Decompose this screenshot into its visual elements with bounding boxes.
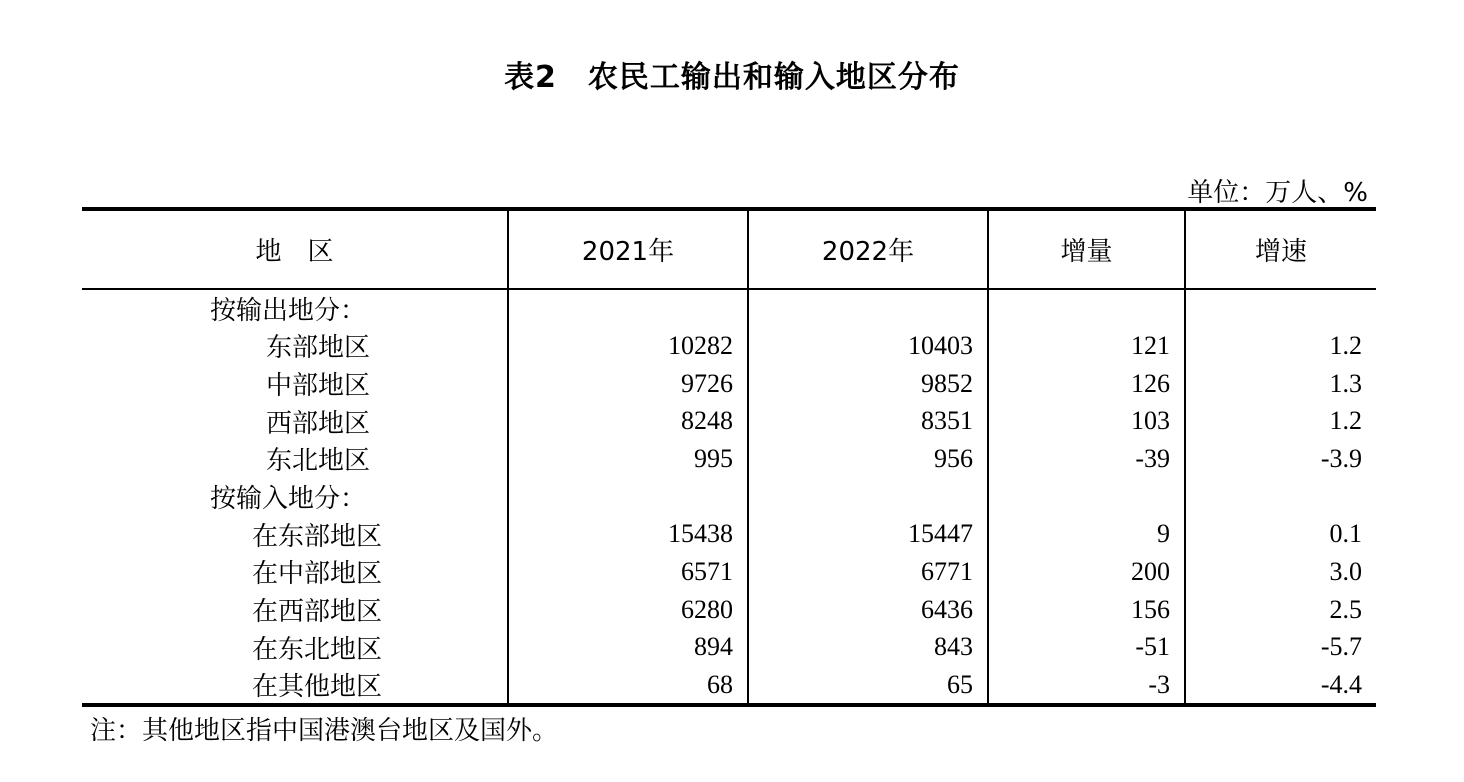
value-2022: 6771 <box>748 553 988 591</box>
value-2022: 15447 <box>748 515 988 553</box>
table-row <box>82 629 1376 667</box>
value-growth: 1.2 <box>1185 402 1376 440</box>
header-growth: 增速 <box>1185 209 1376 289</box>
value-2021: 15438 <box>508 515 748 553</box>
row-label: 按输入地分： <box>210 484 367 515</box>
value-2022: 956 <box>748 440 988 478</box>
value-increase: 103 <box>988 402 1185 440</box>
row-label: 在其他地区 <box>82 666 508 705</box>
value-growth <box>1185 289 1376 327</box>
value-growth <box>1185 478 1376 516</box>
header-row <box>82 209 1376 289</box>
value-2021: 10282 <box>508 327 748 365</box>
row-label: 在东部地区 <box>252 521 383 552</box>
table-row <box>82 553 1376 591</box>
data-table <box>82 207 1376 707</box>
value-2022: 6436 <box>748 591 988 629</box>
value-increase: 156 <box>988 591 1185 629</box>
table-header <box>82 209 1376 289</box>
value-increase: 9 <box>988 515 1185 553</box>
value-2021: 894 <box>508 629 748 667</box>
value-2022: 10403 <box>748 327 988 365</box>
row-label: 西部地区 <box>266 408 371 439</box>
value-increase: -51 <box>988 629 1185 667</box>
row-label: 东北地区 <box>266 446 371 477</box>
value-2022: 65 <box>748 666 988 705</box>
footnote: 注：其他地区指中国港澳台地区及国外。 <box>90 716 559 746</box>
value-2022: 8351 <box>748 402 988 440</box>
table-row <box>82 515 1376 553</box>
value-2021 <box>508 289 748 327</box>
value-growth: 1.2 <box>1185 327 1376 365</box>
table-row <box>82 478 1376 516</box>
row-label: 按输出地分： <box>210 296 367 326</box>
value-growth: 3.0 <box>1185 553 1376 591</box>
table-row <box>82 402 1376 440</box>
value-2022: 843 <box>748 629 988 667</box>
row-label: 在东北地区 <box>252 634 383 665</box>
row-label: 在中部地区 <box>252 559 383 590</box>
table-title: 表2 农民工输出和输入地区分布 <box>504 60 960 95</box>
value-growth: -3.9 <box>1185 440 1376 478</box>
value-growth: -4.4 <box>1185 666 1376 705</box>
table-row <box>82 591 1376 629</box>
table-row <box>82 440 1376 478</box>
value-increase <box>988 289 1185 327</box>
table-row <box>82 289 1376 327</box>
value-growth: 2.5 <box>1185 591 1376 629</box>
value-growth: 0.1 <box>1185 515 1376 553</box>
value-increase: 121 <box>988 327 1185 365</box>
value-increase: -39 <box>988 440 1185 478</box>
value-2021: 995 <box>508 440 748 478</box>
value-increase: 200 <box>988 553 1185 591</box>
table-row <box>82 365 1376 403</box>
header-2022: 2022年 <box>748 209 988 289</box>
header-increase: 增量 <box>988 209 1185 289</box>
value-2021 <box>508 478 748 516</box>
value-growth: -5.7 <box>1185 629 1376 667</box>
header-region: 地 区 <box>82 209 508 289</box>
value-2022: 9852 <box>748 365 988 403</box>
value-growth: 1.3 <box>1185 365 1376 403</box>
value-2021: 8248 <box>508 402 748 440</box>
value-2022 <box>748 289 988 327</box>
value-2022 <box>748 478 988 516</box>
row-label: 中部地区 <box>266 371 371 402</box>
value-2021: 6280 <box>508 591 748 629</box>
unit-label: 单位：万人、% <box>1187 178 1368 208</box>
value-2021: 6571 <box>508 553 748 591</box>
value-increase: 126 <box>988 365 1185 403</box>
row-label: 东部地区 <box>266 333 371 364</box>
value-increase: -3 <box>988 666 1185 705</box>
value-increase <box>988 478 1185 516</box>
table-body <box>82 289 1376 705</box>
table-row <box>82 666 1376 705</box>
table-row <box>82 327 1376 365</box>
row-label: 在西部地区 <box>252 597 383 628</box>
value-2021: 9726 <box>508 365 748 403</box>
value-2021: 68 <box>508 666 748 705</box>
header-2021: 2021年 <box>508 209 748 289</box>
